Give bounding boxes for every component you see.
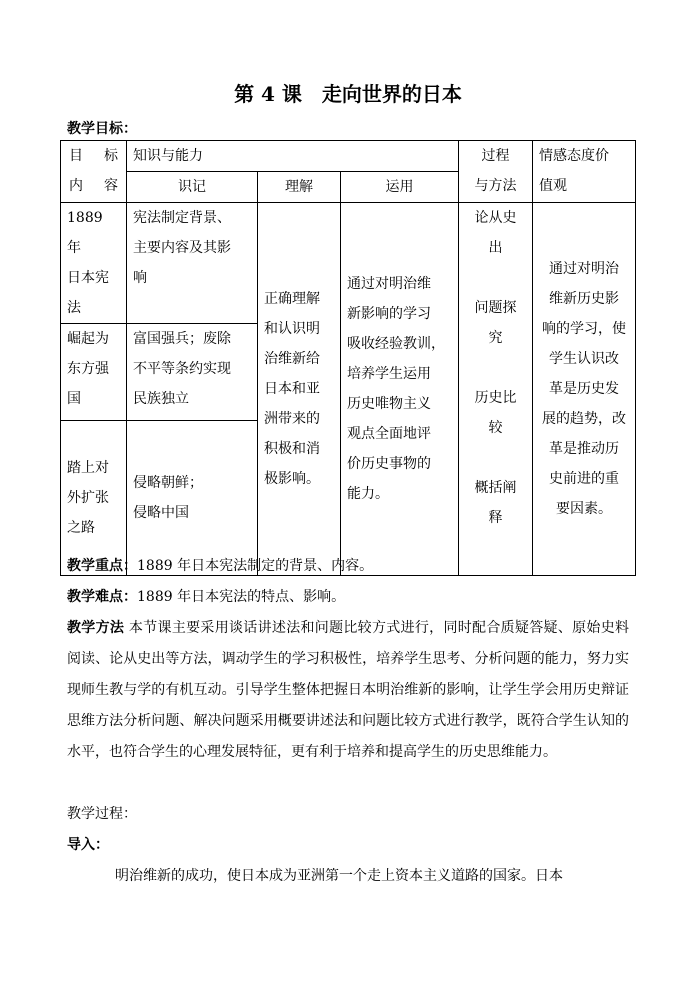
key-point-text: 1889 年日本宪法制定的背景、内容。 xyxy=(137,558,374,574)
header-understand: 理解 xyxy=(258,172,341,203)
process-label: 教学过程： xyxy=(67,806,137,822)
understand-cell: 正确理解 和认识明 治维新给 日本和亚 洲带来的 积极和消 极影响。 xyxy=(258,203,341,576)
difficulty-text: 1889 年日本宪法的特点、影响。 xyxy=(137,589,346,605)
row-recall-rise: 富国强兵；废除 不平等条约实现 民族独立 xyxy=(127,324,258,421)
difficulty-label: 教学难点： xyxy=(67,589,137,605)
key-point xyxy=(67,551,629,582)
row-recall-constitution: 宪法制定背景、 主要内容及其影 响 xyxy=(127,203,258,324)
row-recall-expansion: 侵略朝鲜； 侵略中国 xyxy=(127,421,258,576)
header-process: 过程 与方法 xyxy=(459,141,533,203)
header-recall: 识记 xyxy=(127,172,258,203)
header-emotion: 情感态度价 值观 xyxy=(533,141,636,203)
objectives-label: 教学目标： xyxy=(67,121,137,137)
emotion-cell: 通过对明治 维新历史影 响的学习，使 学生认识改 革是历史发 展的趋势，改 革是推动历 史前进的重 要因素。 xyxy=(533,203,636,576)
header-goal-content: 目 标 内 容 xyxy=(61,141,127,203)
intro-label: 导入： xyxy=(67,837,109,853)
row-topic-expansion: 踏上对 外扩张 之路 xyxy=(61,421,127,576)
objectives-table xyxy=(60,140,636,576)
method-text: 本节课主要采用谈话讲述法和问题比较方式进行，同时配合质疑答疑、原始史料阅读、论从史出等方法，调动学生的学习积极性，培养学生思考、分析问题的能力，努力实现师生教与学的有机互动。引导学生整体把握日本明治维新的影响，让学生学会用历史辩证思维方法分析问题、解决问题采用概要讲述法和问题比较方式进行教学，既符合学生认知的水平，也符合学生的心理发展特征，更有利于培养和提高学生的历史思维能力。 xyxy=(67,620,629,760)
header-apply: 运用 xyxy=(341,172,459,203)
method-paragraph xyxy=(67,613,629,768)
apply-cell: 通过对明治维 新影响的学习 吸收经验教训， 培养学生运用 历史唯物主义 观点全面地评 价历史事物的 能力。 xyxy=(341,203,459,576)
row-topic-rise: 崛起为 东方强 国 xyxy=(61,324,127,421)
header-knowledge: 知识与能力 xyxy=(127,141,459,172)
intro-text: 明治维新的成功，使日本成为亚洲第一个走上资本主义道路的国家。日本 xyxy=(115,868,563,884)
method-label: 教学方法 xyxy=(67,620,125,636)
difficulty xyxy=(67,582,629,613)
row-topic-constitution: 1889 年 日本宪 法 xyxy=(61,203,127,324)
process-cell: 论从史 出 问题探 究 历史比 较 概括阐 释 xyxy=(459,203,533,576)
page-title: 第 4 课 走向世界的日本 xyxy=(234,82,462,106)
key-point-label: 教学重点： xyxy=(67,558,137,574)
